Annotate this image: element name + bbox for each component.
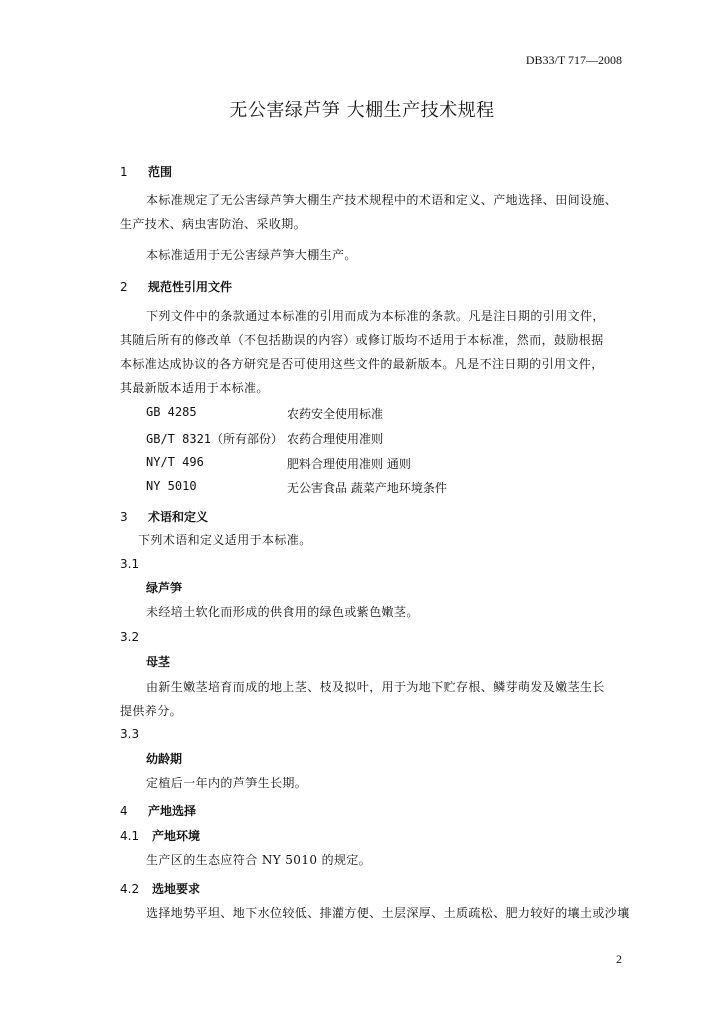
reference-code: NY/T 496 bbox=[146, 455, 204, 469]
subsection-title: 选地要求 bbox=[152, 882, 201, 896]
reference-title: 无公害食品 蔬菜产地环境条件 bbox=[287, 481, 447, 495]
standard-code: DB33/T 717—2008 bbox=[525, 53, 622, 67]
section-title: 范围 bbox=[148, 165, 173, 179]
subsection-title: 产地环境 bbox=[152, 829, 201, 843]
paragraph-line: 本标准规定了无公害绿芦笋大棚生产技术规程中的术语和定义、产地选择、田间设施、 bbox=[146, 193, 618, 207]
section-1-heading bbox=[120, 163, 172, 180]
term: 母茎 bbox=[146, 655, 171, 669]
paragraph-line: 下列文件中的条款通过本标准的引用而成为本标准的条款。凡是注日期的引用文件， bbox=[146, 309, 605, 323]
page-number: 2 bbox=[616, 952, 622, 966]
section-number: 1 bbox=[120, 165, 128, 179]
section-number: 2 bbox=[120, 280, 128, 294]
clause-number: 4.1 bbox=[120, 829, 140, 843]
paragraph-line: 下列术语和定义适用于本标准。 bbox=[138, 533, 312, 547]
subsection-4-2-heading bbox=[120, 880, 200, 897]
section-3-heading bbox=[120, 508, 208, 525]
term-definition: 定植后一年内的芦笋生长期。 bbox=[146, 776, 308, 790]
paragraph-line: 选择地势平坦、地下水位较低、排灌方便、土层深厚、土质疏松、肥力较好的壤土或沙壤 bbox=[146, 906, 630, 920]
reference-title: 农药安全使用标准 bbox=[287, 407, 384, 421]
section-2-heading bbox=[120, 278, 232, 295]
section-title: 产地选择 bbox=[148, 804, 197, 818]
reference-code: GB/T 8321（所有部份） bbox=[146, 432, 284, 446]
clause-number: 3.1 bbox=[120, 557, 140, 571]
section-4-heading bbox=[120, 802, 196, 819]
term: 绿芦笋 bbox=[146, 581, 183, 595]
section-number: 3 bbox=[120, 510, 128, 524]
reference-title: 肥料合理使用准则 通则 bbox=[287, 457, 411, 471]
clause-number: 3.3 bbox=[120, 727, 140, 741]
term-definition: 提供养分。 bbox=[120, 704, 183, 718]
clause-number: 4.2 bbox=[120, 882, 140, 896]
reference-code: GB 4285 bbox=[146, 405, 197, 419]
document-title: 无公害绿芦笋 大棚生产技术规程 bbox=[229, 100, 495, 121]
paragraph-line: 本标准适用于无公害绿芦笋大棚生产。 bbox=[146, 248, 357, 262]
reference-code: NY 5010 bbox=[146, 479, 197, 493]
term-definition: 由新生嫩茎培育而成的地上茎、枝及拟叶，用于为地下贮存根、鳞芽萌发及嫩茎生长 bbox=[146, 680, 605, 694]
clause-number: 3.2 bbox=[120, 630, 140, 644]
paragraph-line: 生产技术、病虫害防治、采收期。 bbox=[120, 217, 307, 231]
term-definition: 未经培土软化而形成的供食用的绿色或紫色嫩茎。 bbox=[146, 605, 419, 619]
paragraph-line: 其最新版本适用于本标准。 bbox=[120, 381, 269, 395]
subsection-4-1-heading bbox=[120, 827, 200, 844]
section-title: 术语和定义 bbox=[148, 510, 209, 524]
reference-title: 农药合理使用准则 bbox=[287, 432, 384, 446]
section-title: 规范性引用文件 bbox=[148, 280, 233, 294]
paragraph-line: 其随后所有的修改单（不包括勘误的内容）或修订版均不适用于本标准，然而，鼓励根据 bbox=[120, 333, 604, 347]
paragraph-line: 生产区的生态应符合 NY 5010 的规定。 bbox=[146, 853, 372, 867]
term: 幼龄期 bbox=[146, 752, 183, 766]
section-number: 4 bbox=[120, 804, 128, 818]
paragraph-line: 本标准达成协议的各方研究是否可使用这些文件的最新版本。凡是不注日期的引用文件， bbox=[120, 357, 604, 371]
